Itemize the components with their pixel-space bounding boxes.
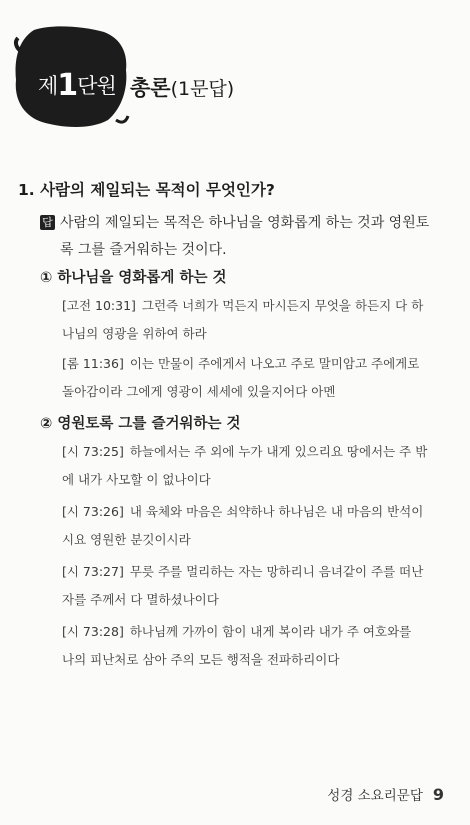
- verse-block: [62, 438, 452, 494]
- answer-block: [40, 210, 450, 264]
- verse-block: [62, 618, 452, 674]
- verse-text: 하늘에서는 주 외에 누가 내게 있으리요 땅에서는 주 밖: [129, 444, 428, 459]
- answer-badge: 답: [40, 215, 55, 230]
- verse-block: [62, 498, 452, 554]
- answer-text-line2: 록 그를 즐거워하는 것이다.: [60, 242, 227, 258]
- verse-text: 자를 주께서 다 멸하셨나이다: [62, 592, 219, 607]
- verse-ref: [시 73:25]: [62, 444, 124, 459]
- verse-ref: [시 73:28]: [62, 624, 124, 639]
- point-heading-2: ② 영원토록 그를 즐거워하는 것: [40, 416, 241, 432]
- chapter-header: [12, 22, 452, 132]
- verse-block: [62, 558, 452, 614]
- book-title: 성경 소요리문답: [327, 788, 423, 804]
- verse-block: [62, 292, 452, 348]
- chapter-title: 총론(1문답): [130, 76, 235, 100]
- point-heading-1: ① 하나님을 영화롭게 하는 것: [40, 270, 227, 286]
- page-footer: [327, 784, 444, 804]
- verse-ref: [고전 10:31]: [62, 298, 136, 313]
- unit-label: 제1단원: [38, 68, 116, 103]
- verse-ref: [롬 11:36]: [62, 356, 124, 371]
- verse-text: 돌아감이라 그에게 영광이 세세에 있을지어다 아멘: [62, 384, 336, 399]
- verse-text: 이는 만물이 주에게서 나오고 주로 말미암고 주에게로: [129, 356, 420, 371]
- verse-block: [62, 350, 452, 406]
- answer-text-line1: 사람의 제일되는 목적은 하나님을 영화롭게 하는 것과 영원토: [60, 215, 430, 231]
- verse-text: 에 내가 사모할 이 없나이다: [62, 472, 211, 487]
- verse-ref: [시 73:27]: [62, 564, 124, 579]
- verse-text: 내 육체와 마음은 쇠약하나 하나님은 내 마음의 반석이: [129, 504, 424, 519]
- verse-text: 그런즉 너희가 먹든지 마시든지 무엇을 하든지 다 하: [141, 298, 424, 313]
- question-title: 1. 사람의 제일되는 목적이 무엇인가?: [18, 181, 275, 199]
- verse-text: 하나님께 가까이 함이 내게 복이라 내가 주 여호와를: [129, 624, 412, 639]
- verse-text: 시요 영원한 분깃이시라: [62, 532, 191, 547]
- verse-text: 나님의 영광을 위하여 하라: [62, 326, 207, 341]
- verse-ref: [시 73:26]: [62, 504, 124, 519]
- page-number: 9: [432, 785, 444, 804]
- verse-text: 나의 피난처로 삼아 주의 모든 행적을 전파하리이다: [62, 652, 340, 667]
- verse-text: 무릇 주를 멀리하는 자는 망하리니 음녀같이 주를 떠난: [129, 564, 424, 579]
